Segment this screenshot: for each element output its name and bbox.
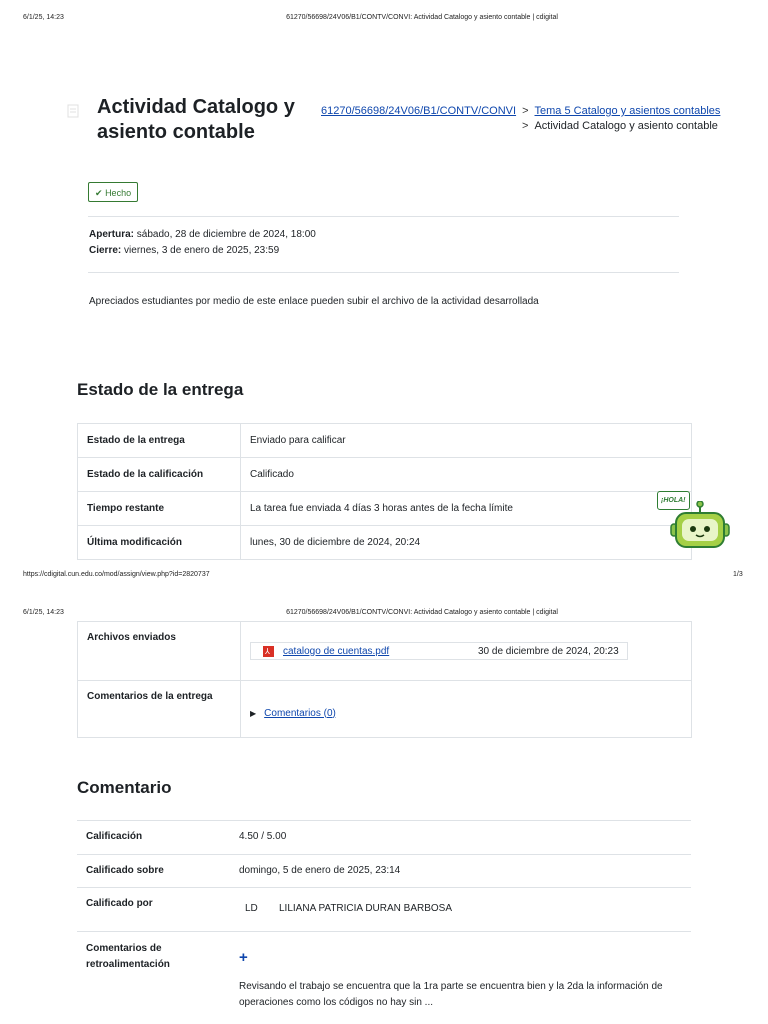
check-icon: ✔ xyxy=(95,188,103,198)
caret-right-icon: ▶ xyxy=(250,708,257,718)
submitted-file xyxy=(250,642,628,660)
breadcrumb-chevron-icon: > xyxy=(522,120,529,132)
table-row xyxy=(78,681,692,738)
table-row xyxy=(78,526,692,560)
row-label: Estado de la calificación xyxy=(78,458,241,492)
done-label: Hecho xyxy=(105,188,132,198)
submission-heading: Estado de la entrega xyxy=(77,380,244,399)
print-datetime: 6/1/25, 14:23 xyxy=(23,14,64,21)
breadcrumb-current: Actividad Catalogo y asiento contable xyxy=(534,120,718,132)
breadcrumb-current-row xyxy=(522,119,718,134)
file-link[interactable]: catalogo de cuentas.pdf xyxy=(283,645,390,657)
graded-on-label-text: Calificado sobre xyxy=(86,865,164,876)
opening-value: sábado, 28 de diciembre de 2024, 18:00 xyxy=(136,229,316,240)
pdf-file-icon xyxy=(263,646,274,657)
divider xyxy=(77,931,691,932)
divider xyxy=(77,854,691,855)
row-value xyxy=(241,622,692,681)
grader-avatar: LD xyxy=(245,903,258,914)
graded-on-label xyxy=(86,865,164,876)
row-value: lunes, 30 de diciembre de 2024, 20:24 xyxy=(241,526,692,560)
activity-description: Apreciados estudiantes por medio de este enlace pueden subir el archivo de la actividad desarrollada xyxy=(89,296,539,307)
print-url: https://cdigital.cun.edu.co/mod/assign/view.php?id=2820737 xyxy=(23,571,210,578)
row-label: Comentarios de la entrega xyxy=(78,681,241,738)
breadcrumb xyxy=(321,104,720,119)
table-row xyxy=(78,622,692,681)
submission-status-table xyxy=(77,423,692,560)
row-label: Última modificación xyxy=(78,526,241,560)
chat-bot-widget[interactable] xyxy=(655,491,735,557)
feedback-comments-text: Revisando el trabajo se encuentra que la 1ra parte se encuentra bien y la 2da la información de operaciones como los códigos no hay sin ... xyxy=(239,981,663,1008)
row-value: Enviado para calificar xyxy=(241,424,692,458)
feedback-heading: Comentario xyxy=(77,778,172,797)
row-value: La tarea fue enviada 4 días 3 horas antes de la fecha límite xyxy=(241,492,692,526)
feedback-comments-label-line2: retroalimentación xyxy=(86,959,170,970)
table-row xyxy=(78,424,692,458)
table-row xyxy=(78,492,692,526)
row-label: Estado de la entrega xyxy=(78,424,241,458)
breadcrumb-chevron-icon: > xyxy=(522,105,529,117)
closing-date xyxy=(89,243,279,259)
closing-value: viernes, 3 de enero de 2025, 23:59 xyxy=(124,245,280,256)
breadcrumb-course-link[interactable]: 61270/56698/24V06/B1/CONTV/CONVI xyxy=(321,105,517,117)
graded-by-label-text: Calificado por xyxy=(86,898,153,909)
row-label: Archivos enviados xyxy=(78,622,241,681)
print-title: 61270/56698/24V06/B1/CONTV/CONVI: Actividad Catalogo y asiento contable | cdigital xyxy=(286,609,558,616)
grade-label-text: Calificación xyxy=(86,831,143,842)
row-label: Tiempo restante xyxy=(78,492,241,526)
closing-label: Cierre: xyxy=(89,245,122,256)
divider xyxy=(77,887,691,888)
chat-bot-greeting: ¡HOLA! xyxy=(657,491,690,510)
divider xyxy=(88,272,679,273)
print-datetime: 6/1/25, 14:23 xyxy=(23,609,64,616)
print-title: 61270/56698/24V06/B1/CONTV/CONVI: Actividad Catalogo y asiento contable | cdigital xyxy=(286,14,558,21)
print-page-number: 1/3 xyxy=(733,571,743,578)
table-row xyxy=(78,458,692,492)
opening-label: Apertura: xyxy=(89,229,135,240)
grade-label xyxy=(86,831,142,842)
graded-on-value: domingo, 5 de enero de 2025, 23:14 xyxy=(239,865,401,876)
row-value xyxy=(241,681,692,738)
opening-date xyxy=(89,227,316,243)
feedback-comments-label xyxy=(86,941,170,973)
page-title: Actividad Catalogo y asiento contable xyxy=(97,96,295,143)
graded-by-label xyxy=(86,898,153,909)
grade-value: 4.50 / 5.00 xyxy=(239,831,287,842)
activity-icon xyxy=(66,104,80,118)
done-button[interactable] xyxy=(88,182,138,202)
file-date: 30 de diciembre de 2024, 20:23 xyxy=(478,645,619,657)
grader-name: LILIANA PATRICIA DURAN BARBOSA xyxy=(279,903,453,914)
submission-files-table xyxy=(77,621,692,738)
robot-icon xyxy=(669,501,735,557)
expand-plus-icon[interactable]: + xyxy=(239,949,248,966)
breadcrumb-section-link[interactable]: Tema 5 Catalogo y asientos contables xyxy=(534,105,721,117)
comments-toggle-link[interactable]: Comentarios (0) xyxy=(264,707,336,719)
row-value: Calificado xyxy=(241,458,692,492)
divider xyxy=(77,820,691,821)
feedback-comments-label-line1: Comentarios de xyxy=(86,943,162,954)
divider xyxy=(88,216,679,217)
